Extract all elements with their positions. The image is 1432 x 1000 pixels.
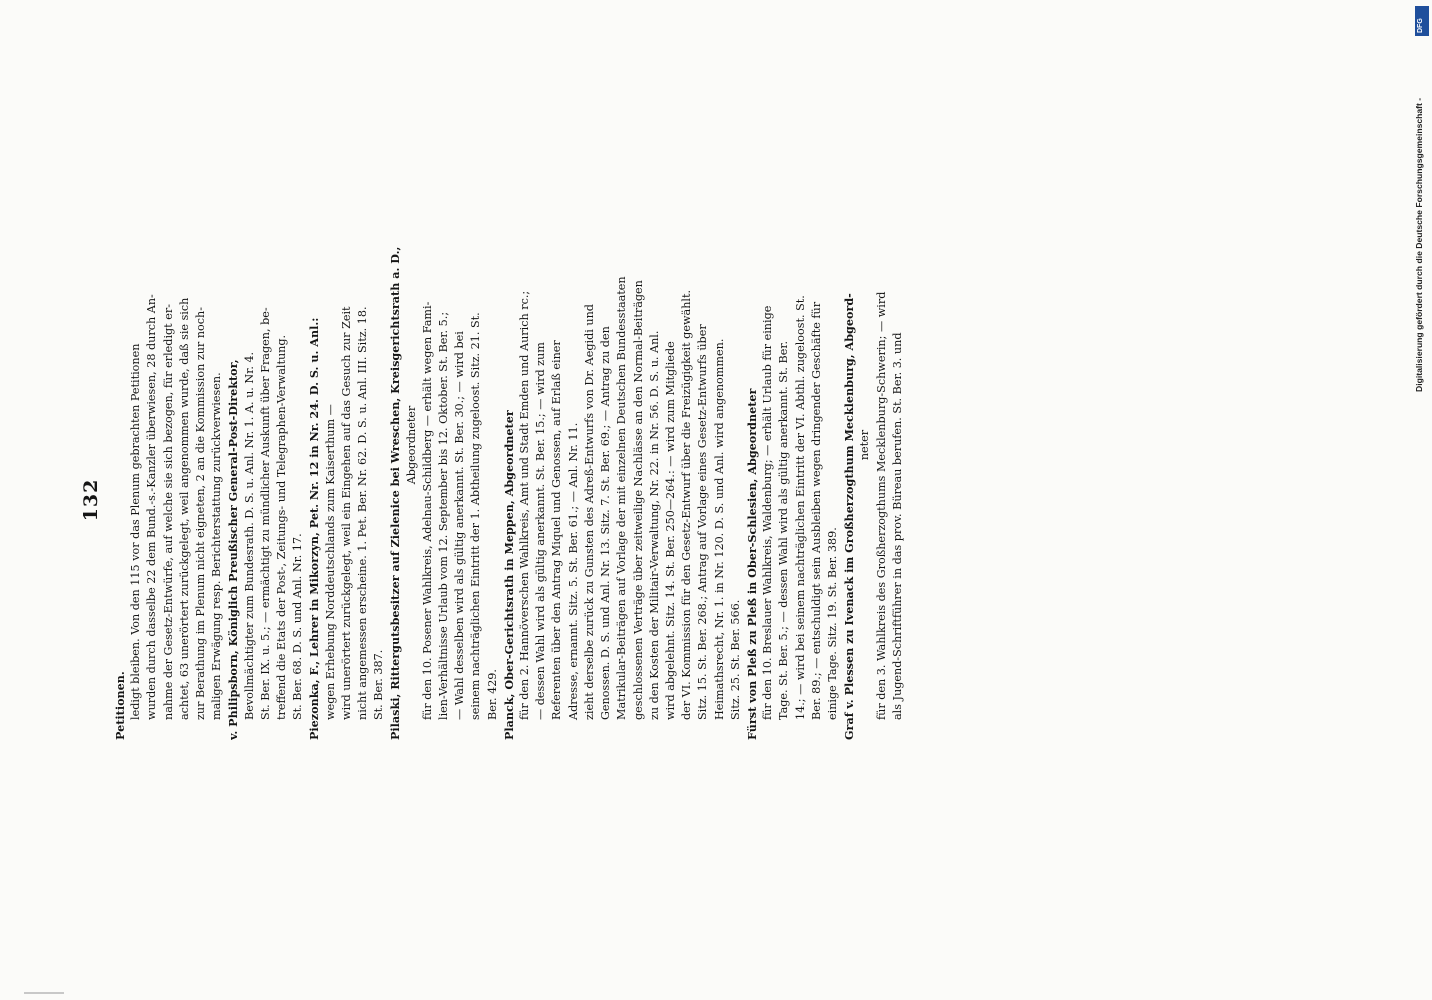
text-line: wegen Erhebung Norddeutschlands zum Kaiserthum — bbox=[323, 404, 337, 720]
entry-heading-line: Piezonka, F., Lehrer in Mikorzyn, Pet. Nr. 12 in Nr. 24. D. S. u. Anl.: bbox=[307, 317, 322, 740]
text-line: — dessen Wahl wird als gültig anerkannt. St. Ber. 15.; — wird zum bbox=[534, 342, 548, 720]
text-line: als Jugend-Schriftführer in das prov. Büreau berufen. St. Ber. 3. und bbox=[890, 332, 904, 720]
text-line: St. Ber. 68. D. S. und Anl. Nr. 17. bbox=[291, 533, 305, 720]
text-line: der VI. Kommission für den Gesetz-Entwurf über die Freizügigkeit gewählt. bbox=[680, 289, 694, 720]
digitization-note bbox=[1412, 0, 1432, 410]
text-line: Abgeordneter bbox=[404, 405, 418, 485]
entry-heading-line: Petitionen. bbox=[113, 671, 127, 740]
text-line: Adresse, ernannt. Sitz. 5. St. Ber. 61.; — Anl. Nr. 11. bbox=[566, 422, 580, 720]
text-line: geschlossenen Verträge über zeitweilige Nachlässe an den Normal-Beiträgen bbox=[631, 280, 645, 720]
text-line: Referenten über den Antrag Miquel und Genossen, auf Erlaß einer bbox=[550, 340, 564, 720]
text-line: neter bbox=[858, 429, 872, 461]
text-line: Tage. St. Ber. 5.; — dessen Wahl wird als gültig anerkannt. St. Ber. bbox=[777, 340, 791, 720]
text-line: ledigt bleiben. Von den 115 vor das Plenum gebrachten Petitionen bbox=[129, 343, 143, 720]
text-line: maligen Erwägung resp. Berichterstattung zurückverwiesen. bbox=[210, 372, 224, 720]
text-line: seinem nachträglichen Eintritt der 1. Abtheilung zugeloost. Sitz. 21. St. bbox=[469, 312, 483, 720]
scan-edge-mark bbox=[24, 992, 64, 994]
text-line: lien-Verhältnisse Urlaub vom 12. September bis 12. Oktober. St. Ber. 5.; bbox=[437, 311, 451, 720]
text-line: wurden durch dasselbe 22 dem Bund.-s.-Kanzler überwiesen, 28 durch An- bbox=[145, 294, 159, 720]
digitization-note-text: Digitalisierung gefördert durch die Deutsche Forschungsgemeinschaft - bbox=[1414, 97, 1424, 392]
dfg-logo: DFG bbox=[1415, 6, 1429, 36]
text-line: achtet, 63 unerörtert zurückgelegt, weil angenommen wurde, daß sie sich bbox=[177, 297, 191, 720]
text-line: Genossen. D. S. und Anl. Nr. 13. Sitz. 7. St. Ber. 69.; — Antrag zu den bbox=[599, 326, 613, 720]
text-line: Ber. 429. bbox=[485, 669, 499, 720]
text-line: St. Ber. 387. bbox=[372, 649, 386, 720]
text-line: Sitz. 15. St. Ber. 268.; Antrag auf Vorlage eines Gesetz-Entwurfs über bbox=[696, 324, 710, 720]
text-line: nicht angemessen erscheine. 1. Pet. Ber. Nr. 62. D. S. u. Anl. III. Sitz. 18. bbox=[356, 306, 370, 720]
text-line: zu den Kosten der Militair-Verwaltung, Nr. 22. in Nr. 56. D. S. u. Anl. bbox=[647, 330, 661, 720]
text-line: wird unerörtert zurückgelegt, weil ein Eingehen auf das Gesuch zur Zeit bbox=[339, 306, 353, 720]
text-line: treffend die Etats der Post-, Zeitungs- und Telegraphen-Verwaltung. bbox=[275, 334, 289, 720]
text-line: St. Ber. IX. u. 5.; — ermächtigt zu mündlicher Auskunft über Fragen, be- bbox=[258, 307, 272, 720]
text-line: für den 2. Hannöverschen Wahlkreis, Amt und Stadt Emden und Aurich rc.; bbox=[518, 290, 532, 720]
text-line: Sitz. 25. St. Ber. 566. bbox=[728, 599, 742, 720]
entry-heading-line: v. Philipsborn, Königlich Preußischer General-Post-Direktor, bbox=[226, 359, 241, 740]
entry-heading-line: Graf v. Plessen zu Ivenack im Großherzogthum Mecklenburg, Abgeord- bbox=[842, 293, 857, 740]
text-line: Ber. 89.; — entschuldigt sein Ausbleiben wegen dringender Geschäfte für bbox=[809, 301, 823, 720]
entry-heading-line: Fürst von Pleß zu Pleß in Ober-Schlesien, Abgeordneter bbox=[744, 388, 759, 740]
text-line: einige Tage. Sitz. 19. St. Ber. 389. bbox=[825, 527, 839, 720]
text-line: — Wahl desselben wird als gültig anerkannt. St. Ber. 30.; — wird bei bbox=[453, 331, 467, 720]
text-line: wird abgelehnt. Sitz. 14. St. Ber. 250—264.: — wird zum Mitgliede bbox=[663, 341, 677, 720]
entry-heading-line: Planck, Ober-Gerichtsrath in Meppen, Abgeordneter bbox=[501, 410, 516, 740]
text-line: 14.; — wird bei seinem nachträglichen Eintritt der VI. Abthl. zugeloost. St. bbox=[793, 295, 807, 720]
text-line: zieht derselbe zurück zu Gunsten des Adreß-Entwurfs von Dr. Aegidi und bbox=[582, 304, 596, 720]
text-line: für den 10. Posener Wahlkreis, Adelnau-Schildberg — erhält wegen Fami- bbox=[420, 301, 434, 720]
text-line: Heimathsrecht, Nr. 1. in Nr. 120. D. S. und Anl. wird angenommen. bbox=[712, 338, 726, 720]
text-line: für den 3. Wahlkreis des Großherzogthums Mecklenburg-Schwerin; — wird bbox=[874, 291, 888, 720]
text-line: Matrikular-Beiträgen auf Vorlage der mit einzelnen Deutschen Bundesstaaten bbox=[615, 276, 629, 720]
register-entries bbox=[112, 150, 906, 740]
text-line: Bevollmächtigter zum Bundesrath. D. S. u. Anl. Nr. 1. A. u. Nr. 4. bbox=[242, 351, 256, 720]
text-line: für den 10. Breslauer Wahlkreis, Waldenburg; — erhält Urlaub für einige bbox=[761, 305, 775, 720]
entry-heading-line: Pilaski, Rittergutsbesitzer auf Zielenice bei Wreschen, Kreisgerichtsrath a. D., bbox=[388, 246, 403, 740]
page-number: 132 bbox=[80, 478, 102, 522]
text-line: nahme der Gesetz-Entwürfe, auf welche sie sich bezogen, für erledigt er- bbox=[161, 304, 175, 720]
text-line: zur Berathung im Plenum nicht eigneten, 2 an die Kommission zur noch- bbox=[194, 306, 208, 720]
